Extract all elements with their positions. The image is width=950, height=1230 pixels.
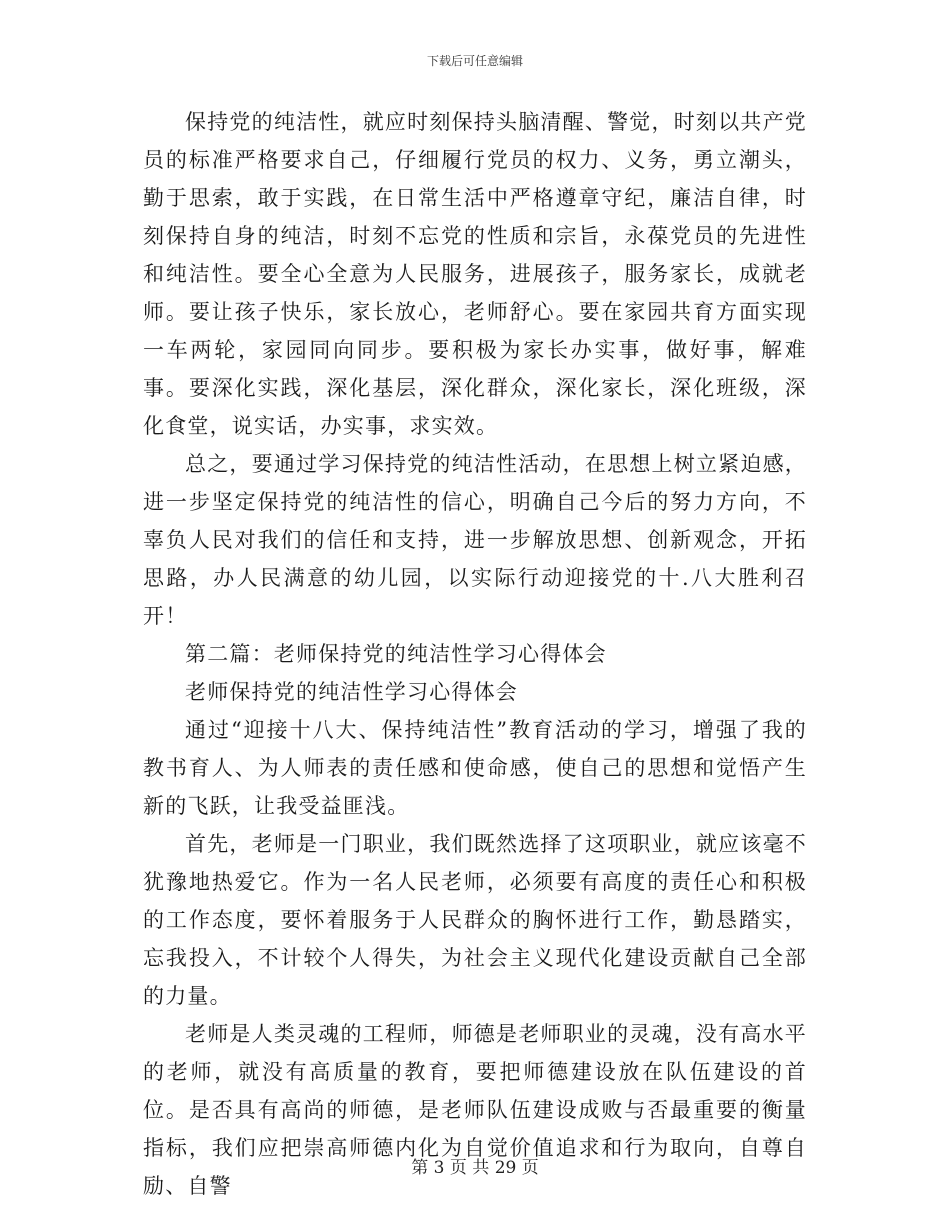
paragraph-education-activity: 通过“迎接十八大、保持纯洁性”教育活动的学习，增强了我的教书育人、为人师表的责任感和使命感，使自己的思想和觉悟产生新的飞跃，让我受益匪浅。 (143, 718, 807, 818)
page-number: 第 3 页 共 29 页 (411, 1158, 539, 1178)
paragraph-teacher-profession: 首先，老师是一门职业，我们既然选择了这项职业，就应该毫不犹豫地热爱它。作为一名人民老师，必须要有高度的责任心和积极的工作态度，要怀着服务于人民群众的胸怀进行工作，勤恳踏实，忘我投入，不计较个人得失，为社会主义现代化建设贡献自己全部的力量。 (143, 832, 807, 1008)
document-body (143, 103, 807, 1205)
paragraph-conclusion: 总之，要通过学习保持党的纯洁性活动，在思想上树立紧迫感，进一步坚定保持党的纯洁性的信心，明确自己今后的努力方向，不辜负人民对我们的信任和支持，进一步解放思想、创新观念，开拓思路，办人民满意的幼儿园，以实际行动迎接党的十.八大胜利召开！ (143, 452, 807, 628)
section-subtitle: 老师保持党的纯洁性学习心得体会 (185, 680, 518, 704)
page-header-note: 下载后可任意编辑 (426, 54, 523, 68)
paragraph-teacher-ethics: 老师是人类灵魂的工程师，师德是老师职业的灵魂，没有高水平的老师，就没有高质量的教育，要把师德建设放在队伍建设的首位。是否具有高尚的师德，是老师队伍建设成败与否最重要的衡量指标，我们应把崇高师德内化为自觉价值追求和行为取向，自尊自励、自警 (143, 1022, 807, 1198)
section-heading-part-two: 第二篇：老师保持党的纯洁性学习心得体会 (185, 642, 607, 666)
paragraph-purity-requirements: 保持党的纯洁性，就应时刻保持头脑清醒、警觉，时刻以共产党员的标准严格要求自己，仔细履行党员的权力、义务，勇立潮头，勤于思索，敢于实践，在日常生活中严格遵章守纪，廉洁自律，时刻保持自身的纯洁，时刻不忘党的性质和宗旨，永葆党员的先进性和纯洁性。要全心全意为人民服务，进展孩子，服务家长，成就老师。要让孩子快乐，家长放心，老师舒心。要在家园共育方面实现一车两轮，家园同向同步。要积极为家长办实事，做好事，解难事。要深化实践，深化基层，深化群众，深化家长，深化班级，深化食堂，说实话，办实事，求实效。 (143, 110, 807, 438)
